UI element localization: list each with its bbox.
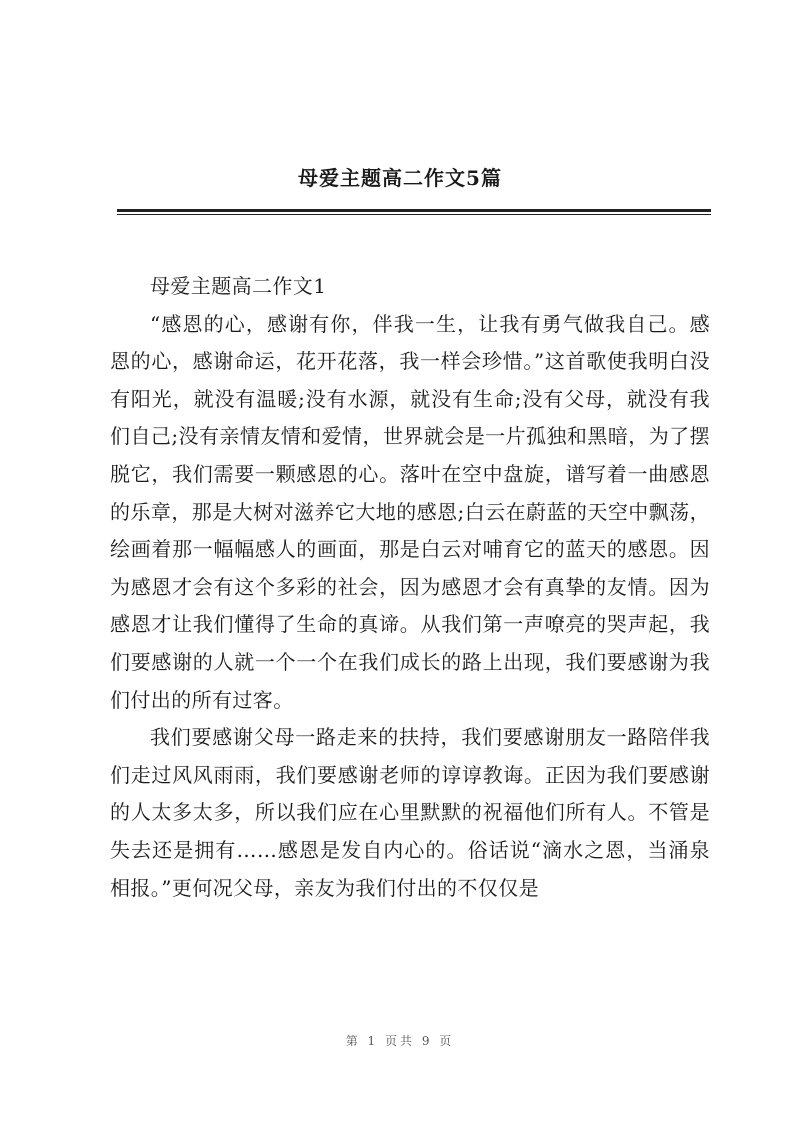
title-divider-thick	[117, 209, 711, 212]
page-footer: 第 1 页共 9 页	[345, 1034, 455, 1048]
title-divider-thin	[117, 214, 711, 215]
document-title: 母爱主题高二作文5篇	[298, 166, 502, 190]
section-heading: 母爱主题高二作文1	[150, 274, 327, 298]
paragraph-1: “感恩的心，感谢有你，伴我一生，让我有勇气做我自己。感恩的心，感谢命运，花开花落，我一样会珍惜。”这首歌使我明白没有阳光，就没有温暖;没有水源，就没有生命;没有父母，就没有我们自己;没有亲情友情和爱情，世界就会是一片孤独和黑暗，为了摆脱它，我们需要一颗感恩的心。落叶在空中盘旋，谱写着一曲感恩的乐章，那是大树对滋养它大地的感恩;白云在蔚蓝的天空中飘荡，绘画着那一幅幅感人的画面，那是白云对哺育它的蓝天的感恩。因为感恩才会有这个多彩的社会，因为感恩才会有真挚的友情。因为感恩才让我们懂得了生命的真谛。从我们第一声嘹亮的哭声起，我们要感谢的人就一个一个在我们成长的路上出现，我们要感谢为我们付出的所有过客。	[110, 311, 710, 712]
paragraph-2: 我们要感谢父母一路走来的扶持，我们要感谢朋友一路陪伴我们走过风风雨雨，我们要感谢老师的谆谆教诲。正因为我们要感谢的人太多太多，所以我们应在心里默默的祝福他们所有人。不管是失去还是拥有……感恩是发自内心的。俗话说“滴水之恩，当涌泉相报。”更何况父母，亲友为我们付出的不仅仅是	[110, 725, 710, 900]
document-body	[110, 268, 710, 907]
